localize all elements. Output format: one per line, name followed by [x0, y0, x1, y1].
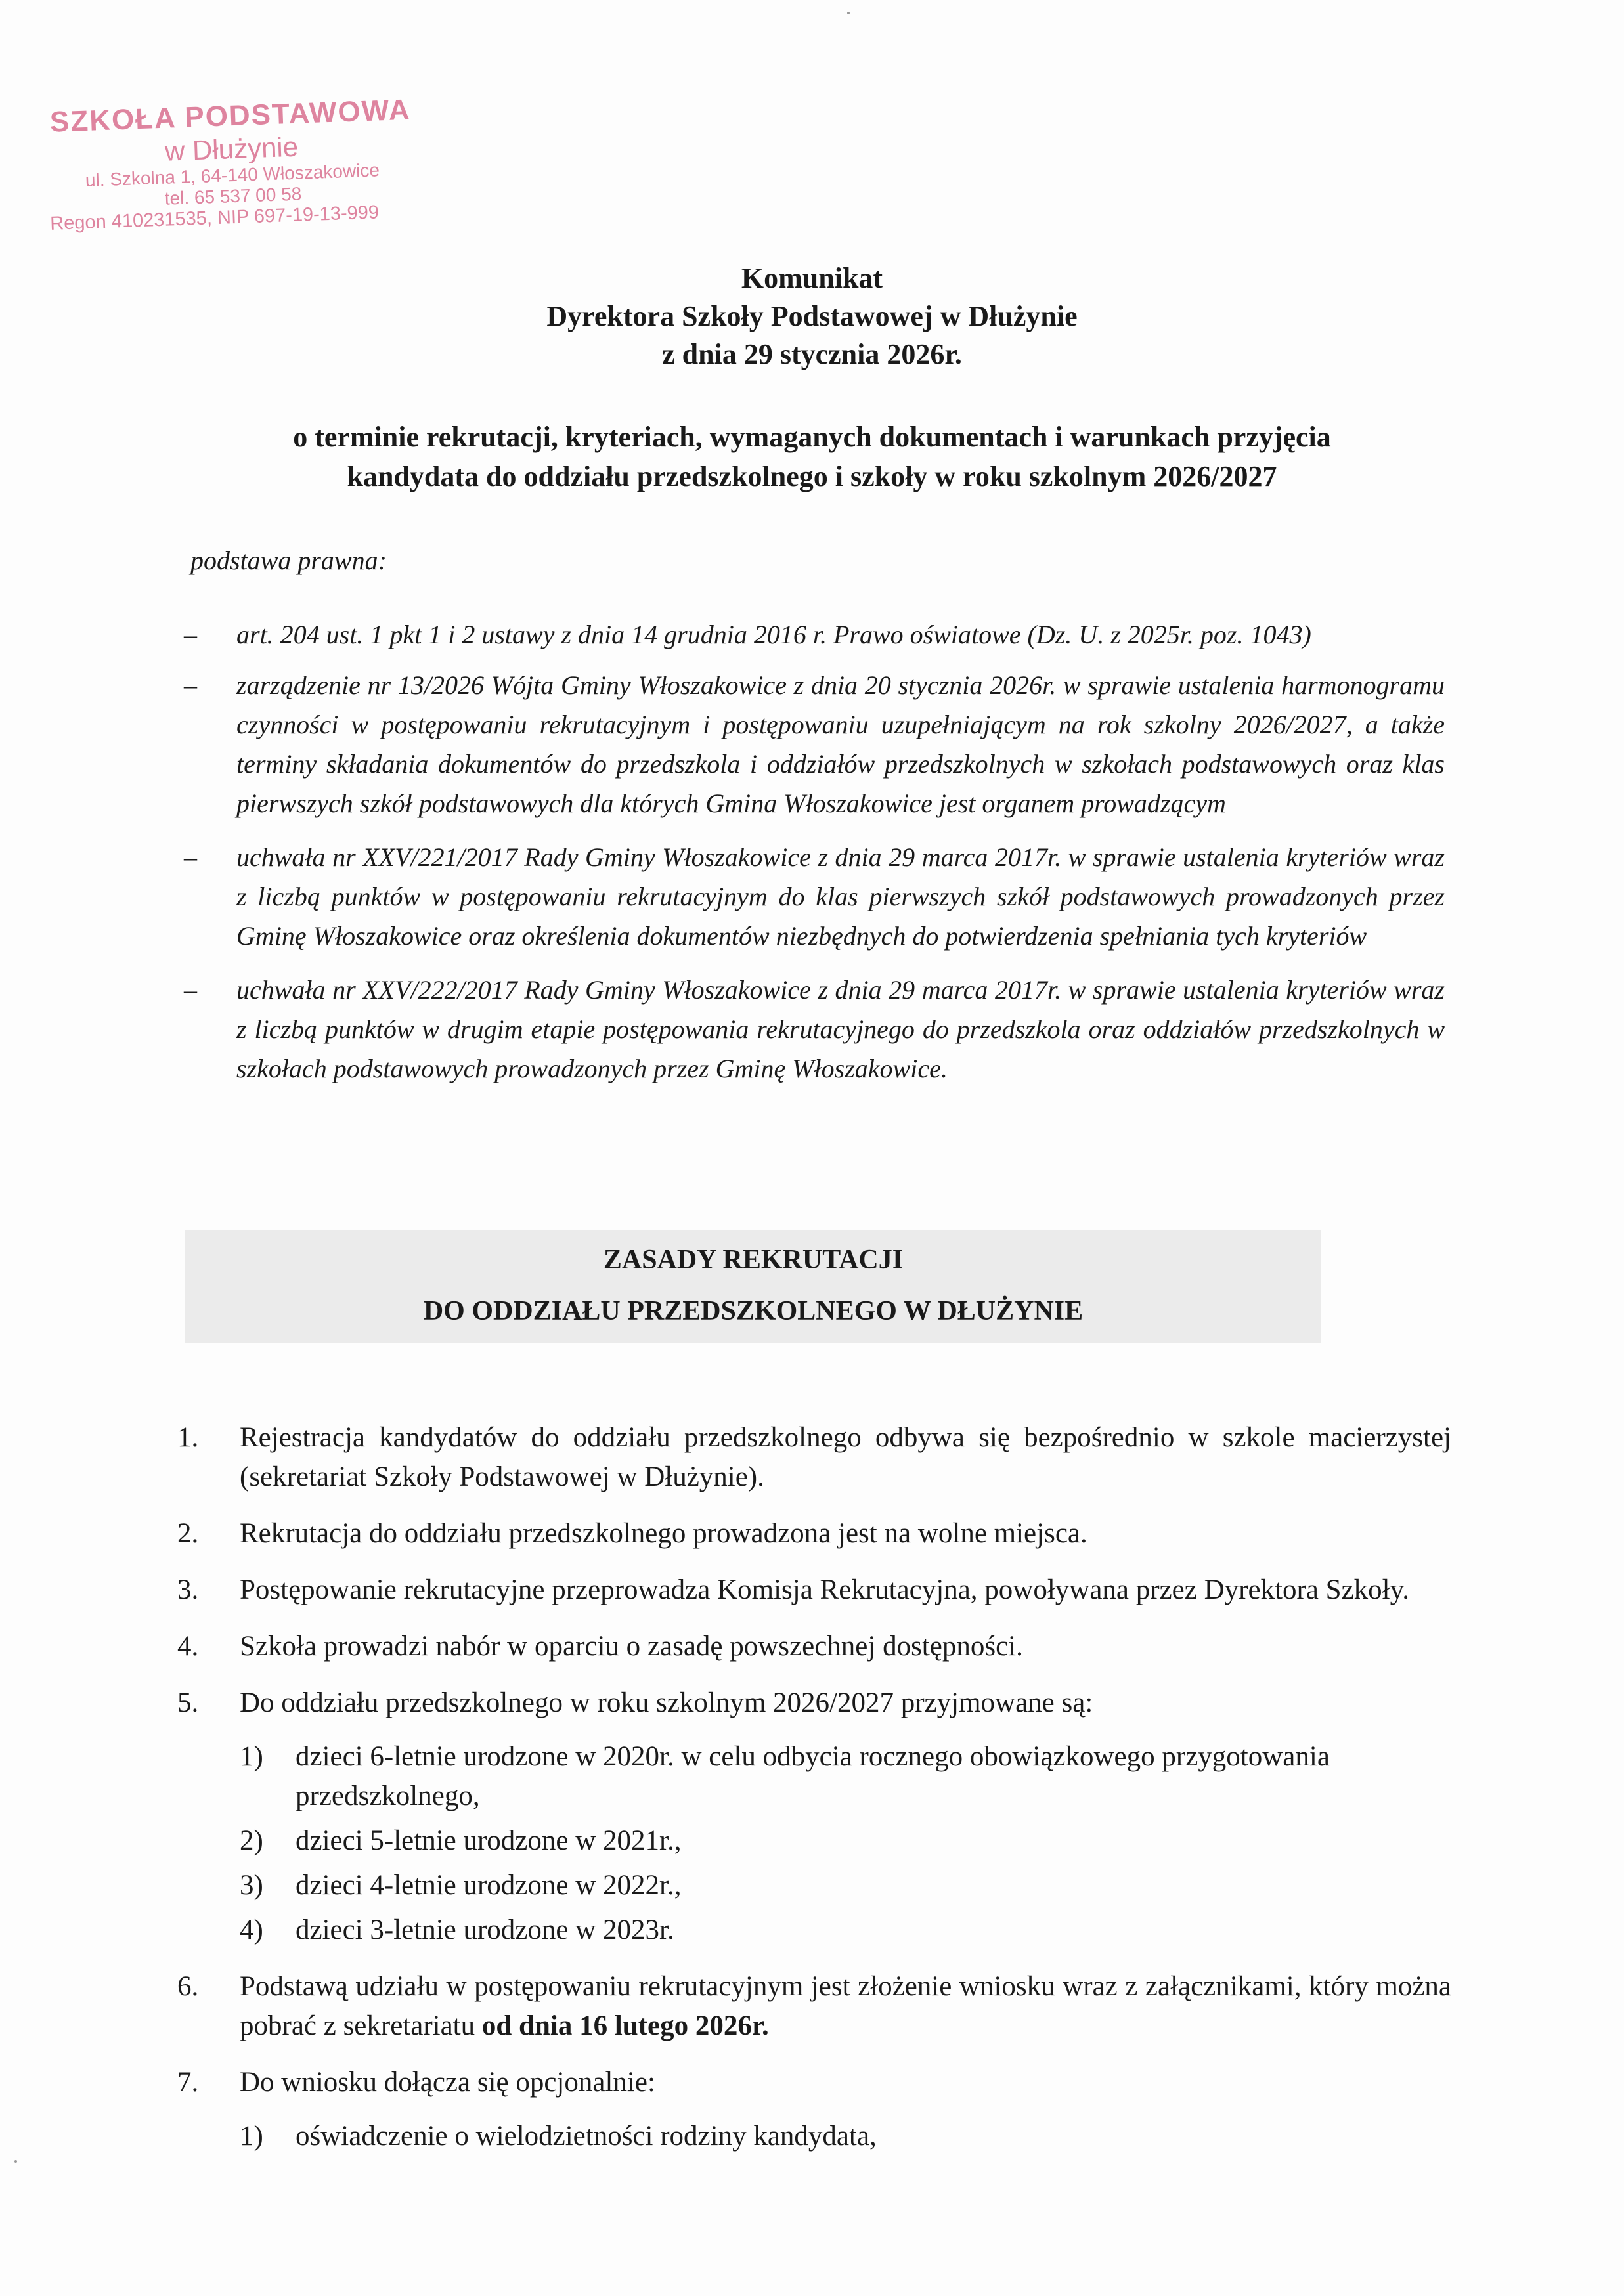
rules-list — [177, 1418, 1451, 2173]
stamp-phone: tel. 65 537 00 58 — [164, 183, 302, 209]
dash-bullet-icon: – — [184, 975, 197, 1005]
age-group-item: 2) dzieci 5-letnie urodzone w 2021r., — [240, 1825, 682, 1856]
scan-speck — [14, 2160, 17, 2163]
rule-item: 4. Szkoła prowadzi nabór w oparciu o zasadę powszechnej dostępności. — [177, 1631, 1023, 1662]
legal-basis-item: – art. 204 ust. 1 pkt 1 i 2 ustawy z dnia 14 grudnia 2016 r. Prawo oświatowe (Dz. U. z 2025r. poz. 1043) — [236, 611, 1445, 659]
stamp-school-name: SZKOŁA PODSTAWOWA — [49, 93, 412, 139]
title-issuer: Dyrektora Szkoły Podstawowej w Dłużynie — [546, 300, 1078, 332]
age-group-item: 1) dzieci 6-letnie urodzone w 2020r. w celu odbycia rocznego obowiązkowego przygotowania przedszkolnego, — [240, 1741, 1330, 1811]
application-start-date: od dnia 16 lutego 2026r. — [481, 2010, 769, 2041]
rule-item: 2. Rekrutacja do oddziału przedszkolnego prowadzona jest na wolne miejsca. — [177, 1518, 1087, 1549]
dash-bullet-icon: – — [184, 620, 197, 649]
section-heading-line-2: DO ODDZIAŁU PRZEDSZKOLNEGO W DŁUŻYNIE — [423, 1296, 1084, 1326]
age-group-item: 3) dzieci 4-letnie urodzone w 2022r., — [240, 1870, 682, 1901]
document-subject — [0, 418, 1624, 496]
legal-basis-item: – uchwała nr XXV/221/2017 Rady Gminy Włoszakowice z dnia 29 marca 2017r. w sprawie ustalenia kryteriów wraz z liczbą punktów w postępowaniu rekrutacyjnym do klas pierwszych szkół podstawowych prowadzonych przez Gminę Włoszakowice oraz określenia dokumentów niezbędnych do potwierdzenia spełniania tych kryteriów — [236, 838, 1445, 956]
subject-line-1: o terminie rekrutacji, kryteriach, wymaganych dokumentach i warunkach przyjęcia — [293, 421, 1331, 453]
dash-bullet-icon: – — [184, 842, 197, 872]
age-group-list — [240, 1737, 1451, 1950]
stamp-address: ul. Szkolna 1, 64-140 Włoszakowice — [85, 160, 380, 190]
legal-basis-label: podstawa prawna: — [190, 546, 387, 575]
stamp-location: w Dłużynie — [164, 131, 299, 167]
age-group-item: 4) dzieci 3-letnie urodzone w 2023r. — [240, 1915, 674, 1945]
legal-basis-item: – uchwała nr XXV/222/2017 Rady Gminy Włoszakowice z dnia 29 marca 2017r. w sprawie ustalenia kryteriów wraz z liczbą punktów w drugim etapie postępowania rekrutacyjnego do przedszkola oraz oddziałów przedszkolnych w szkołach podstawowych prowadzonych przez Gminę Włoszakowice. — [236, 970, 1445, 1089]
optional-attachments-list — [240, 2117, 1451, 2156]
legal-basis-list — [184, 611, 1445, 1095]
scan-speck — [847, 12, 850, 14]
document-title — [0, 259, 1624, 374]
section-heading-line-1: ZASADY REKRUTACJI — [603, 1245, 904, 1275]
title-date: z dnia 29 stycznia 2026r. — [662, 338, 962, 370]
stamp-regon-nip: Regon 410231535, NIP 697-19-13-999 — [49, 202, 380, 234]
optional-attachment-item: 1) oświadczenie o wielodzietności rodziny kandydata, — [240, 2121, 877, 2152]
rule-item: 6. Podstawą udziału w postępowaniu rekrutacyjnym jest złożenie wniosku wraz z załącznikami, który można pobrać z sekretariatu od dnia 16 lutego 2026r. — [177, 1971, 1451, 2041]
legal-basis-item: – zarządzenie nr 13/2026 Wójta Gminy Włoszakowice z dnia 20 stycznia 2026r. w sprawie ustalenia harmonogramu czynności w postępowaniu rekrutacyjnym i postępowaniu uzupełniającym na rok szkolny 2026/2027, a także terminy składania dokumentów do przedszkola i oddziałów przedszkolnych w szkołach podstawowych oraz klas pierwszych szkół podstawowych dla których Gmina Włoszakowice jest organem prowadzącym — [236, 666, 1445, 823]
school-stamp — [46, 92, 418, 234]
section-heading-box — [185, 1230, 1321, 1343]
rule-item: 3. Postępowanie rekrutacyjne przeprowadza Komisja Rekrutacyjna, powoływana przez Dyrektora Szkoły. — [177, 1574, 1410, 1605]
subject-line-2: kandydata do oddziału przedszkolnego i szkoły w roku szkolnym 2026/2027 — [347, 460, 1277, 492]
title-komunikat: Komunikat — [741, 262, 883, 294]
rule-item: 1. Rejestracja kandydatów do oddziału przedszkolnego odbywa się bezpośrednio w szkole macierzystej (sekretariat Szkoły Podstawowej w Dłużynie). — [177, 1422, 1451, 1492]
rule-item: 7. Do wniosku dołącza się opcjonalnie: 1) oświadczenie o wielodzietności rodziny kandydata, — [177, 2063, 1451, 2156]
rule-item: 5. Do oddziału przedszkolnego w roku szkolnym 2026/2027 przyjmowane są: 1) dzieci 6-letnie urodzone w 2020r. w celu odbycia rocznego obowiązkowego przygotowania przedszkolnego, 2) dzieci 5-letnie urodzone w 2021r., 3) dzieci 4-letnie urodzone w 2022r., 4) dzieci 3-letnie urodzone w 2023r. — [177, 1683, 1451, 1950]
dash-bullet-icon: – — [184, 670, 197, 700]
